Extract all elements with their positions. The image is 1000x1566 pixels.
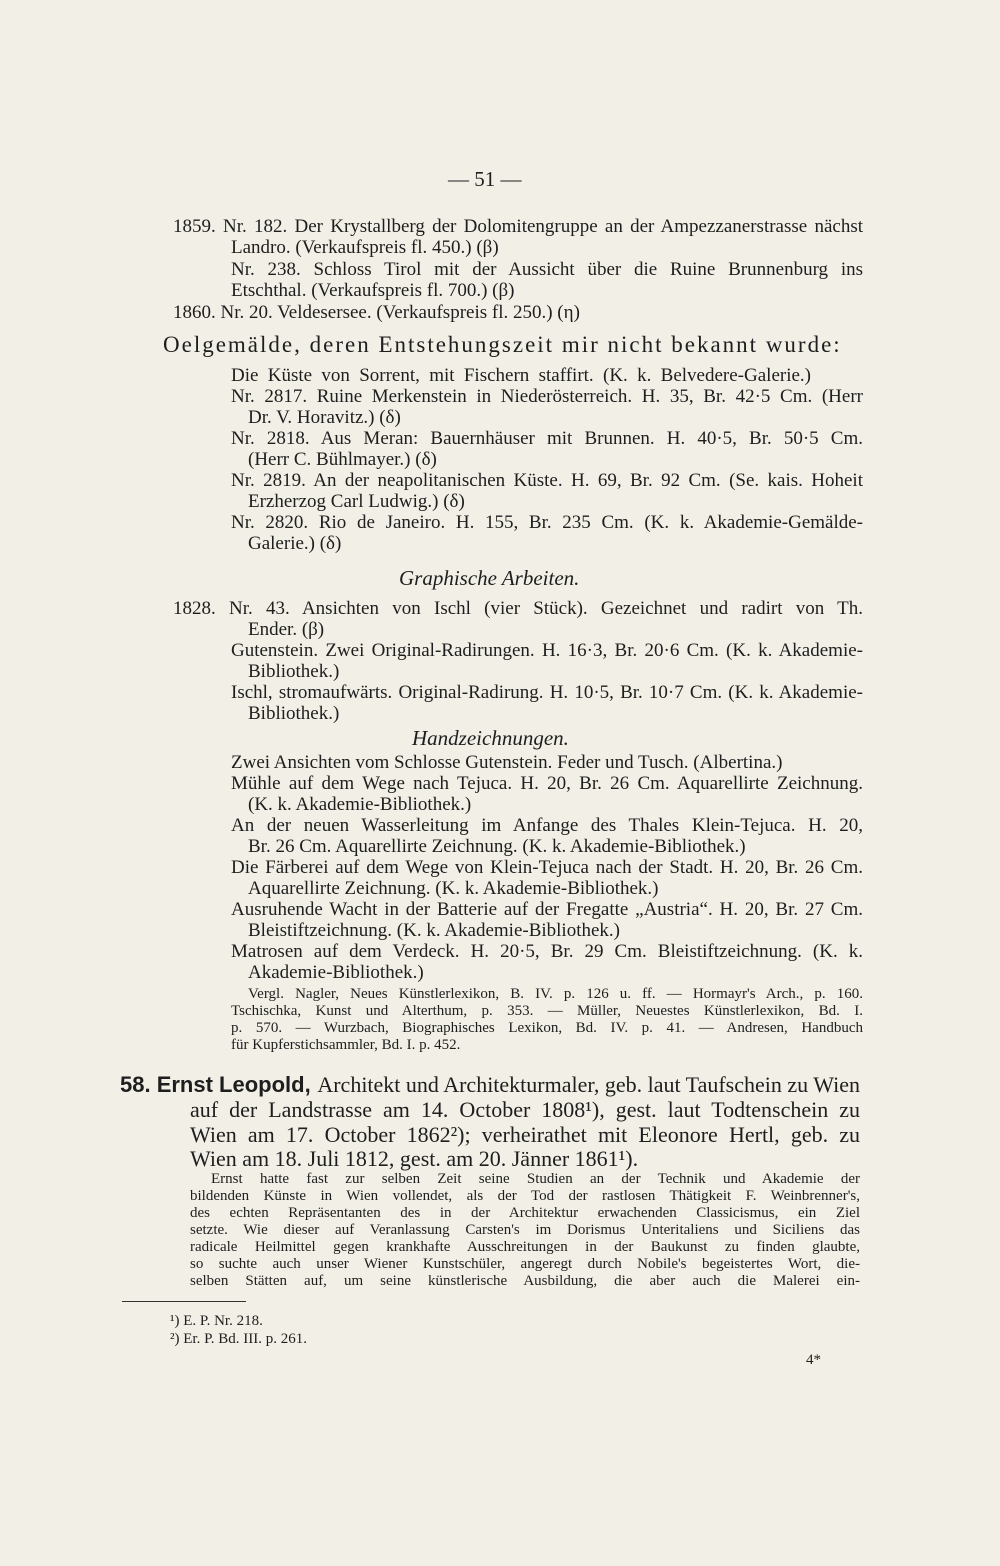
drawing-line: Mühle auf dem Wege nach Tejuca. H. 20, Br. 26 Cm. Aquarellirte Zeichnung. <box>231 773 863 794</box>
footnote: ¹) E. P. Nr. 218. <box>170 1313 263 1329</box>
section-heading-drawings: Handzeichnungen. <box>412 726 569 750</box>
entry-1859-line: Nr. 238. Schloss Tirol mit der Aussicht über die Ruine Brunnenburg ins <box>231 259 863 280</box>
entry-58-body-line: so suchte auch unser Wiener Kunstschüler, angeregt durch Nobile's begeistertes Wort, die- <box>190 1256 860 1272</box>
oil-line: Nr. 2820. Rio de Janeiro. H. 155, Br. 235 Cm. (K. k. Akademie-Gemälde- <box>231 512 863 533</box>
drawing-line: Die Färberei auf dem Wege von Klein-Tejuca nach der Stadt. H. 20, Br. 26 Cm. <box>231 857 863 878</box>
graphic-line: Ender. (β) <box>248 619 325 640</box>
entry-58-body-line: selben Stätten auf, um seine künstlerische Ausbildung, die aber auch die Malerei ein- <box>190 1273 860 1289</box>
entry-58-body-line: setzte. Wie dieser auf Veranlassung Carsten's im Dorismus Unteritaliens und Siciliens das <box>190 1222 860 1238</box>
footnote-rule <box>122 1301 246 1302</box>
graphic-line: Bibliothek.) <box>248 661 340 682</box>
references-line: Vergl. Nagler, Neues Künstlerlexikon, B. IV. p. 126 u. ff. — Hormayr's Arch., p. 160. <box>248 986 863 1002</box>
drawing-line: Matrosen auf dem Verdeck. H. 20·5, Br. 29 Cm. Bleistiftzeichnung. (K. k. <box>231 941 863 962</box>
references-line: p. 570. — Wurzbach, Biographisches Lexikon, Bd. IV. p. 41. — Andresen, Handbuch <box>231 1020 863 1036</box>
entry-58-line1-text: Architekt und Architekturmaler, geb. laut Taufschein zu Wien <box>317 1072 860 1097</box>
entry-58-line: Wien am 18. Juli 1812, gest. am 20. Jänner 1861¹). <box>190 1146 639 1171</box>
entry-58-line: Wien am 17. October 1862²); verheirathet mit Eleonore Hertl, geb. zu <box>190 1122 860 1147</box>
entry-1859-line: Etschthal. (Verkaufspreis fl. 700.) (β) <box>231 280 515 301</box>
drawing-line: Bleistiftzeichnung. (K. k. Akademie-Bibliothek.) <box>248 920 621 941</box>
entry-1859-line: 1859. Nr. 182. Der Krystallberg der Dolomitengruppe an der Ampezzanerstrasse nächst <box>173 216 863 237</box>
entry-1860-line: 1860. Nr. 20. Veldesersee. (Verkaufspreis fl. 250.) (η) <box>173 302 580 323</box>
references-line: für Kupferstichsammler, Bd. I. p. 452. <box>231 1037 461 1053</box>
section-heading-graphic: Graphische Arbeiten. <box>399 566 580 590</box>
drawing-line: Br. 26 Cm. Aquarellirte Zeichnung. (K. k. Akademie-Bibliothek.) <box>248 836 746 857</box>
oil-line: Nr. 2819. An der neapolitanischen Küste. H. 69, Br. 92 Cm. (Se. kais. Hoheit <box>231 470 863 491</box>
section-heading-oil: Oelgemälde, deren Entstehungszeit mir nicht bekannt wurde: <box>163 332 842 357</box>
oil-line: Dr. V. Horavitz.) (δ) <box>248 407 401 428</box>
drawing-line: Aquarellirte Zeichnung. (K. k. Akademie-Bibliothek.) <box>248 878 659 899</box>
footnote: ²) Er. P. Bd. III. p. 261. <box>170 1331 307 1347</box>
entry-58-body-line: bildenden Künste in Wien vollendet, als der Tod der rastlosen Thätigkeit F. Weinbrenner's, <box>190 1188 860 1204</box>
entry-58-body-line: radicale Heilmittel gegen krankhafte Ausschreitungen in der Baukunst zu finden glaubte, <box>190 1239 860 1255</box>
entry-58-body-line: Ernst hatte fast zur selben Zeit seine Studien an der Technik und Akademie der <box>211 1171 860 1187</box>
oil-line: Nr. 2817. Ruine Merkenstein in Niederösterreich. H. 35, Br. 42·5 Cm. (Herr <box>231 386 863 407</box>
drawing-line: Ausruhende Wacht in der Batterie auf der Fregatte „Austria“. H. 20, Br. 27 Cm. <box>231 899 863 920</box>
page-number: — 51 — <box>448 167 522 191</box>
entry-58-name: 58. Ernst Leopold, <box>120 1072 311 1097</box>
drawing-line: Zwei Ansichten vom Schlosse Gutenstein. Feder und Tusch. (Albertina.) <box>231 752 783 773</box>
graphic-line: Ischl, stromaufwärts. Original-Radirung. H. 10·5, Br. 10·7 Cm. (K. k. Akademie- <box>231 682 863 703</box>
drawing-line: (K. k. Akademie-Bibliothek.) <box>248 794 472 815</box>
oil-line: Erzherzog Carl Ludwig.) (δ) <box>248 491 465 512</box>
oil-line: Die Küste von Sorrent, mit Fischern staffirt. (K. k. Belvedere-Galerie.) <box>231 365 811 386</box>
oil-line: (Herr C. Bühlmayer.) (δ) <box>248 449 437 470</box>
oil-line: Nr. 2818. Aus Meran: Bauernhäuser mit Brunnen. H. 40·5, Br. 50·5 Cm. <box>231 428 863 449</box>
drawing-line: Akademie-Bibliothek.) <box>248 962 424 983</box>
drawing-line: An der neuen Wasserleitung im Anfange des Thales Klein-Tejuca. H. 20, <box>231 815 863 836</box>
entry-58-body-line: des echten Repräsentanten des in der Architektur erwachenden Classicismus, ein Ziel <box>190 1205 860 1221</box>
graphic-line: Gutenstein. Zwei Original-Radirungen. H. 16·3, Br. 20·6 Cm. (K. k. Akademie- <box>231 640 863 661</box>
references-line: Tschischka, Kunst und Alterthum, p. 353. — Müller, Neuestes Künstlerlexikon, Bd. I. <box>231 1003 863 1019</box>
graphic-line: 1828. Nr. 43. Ansichten von Ischl (vier Stück). Gezeichnet und radirt von Th. <box>173 598 863 619</box>
oil-line: Galerie.) (δ) <box>248 533 342 554</box>
graphic-line: Bibliothek.) <box>248 703 340 724</box>
entry-1859-line: Landro. (Verkaufspreis fl. 450.) (β) <box>231 237 499 258</box>
entry-58-line1 <box>120 1073 860 1097</box>
signature-mark: 4* <box>806 1352 821 1368</box>
entry-58-line: auf der Landstrasse am 14. October 1808¹), gest. laut Todtenschein zu <box>190 1097 860 1122</box>
